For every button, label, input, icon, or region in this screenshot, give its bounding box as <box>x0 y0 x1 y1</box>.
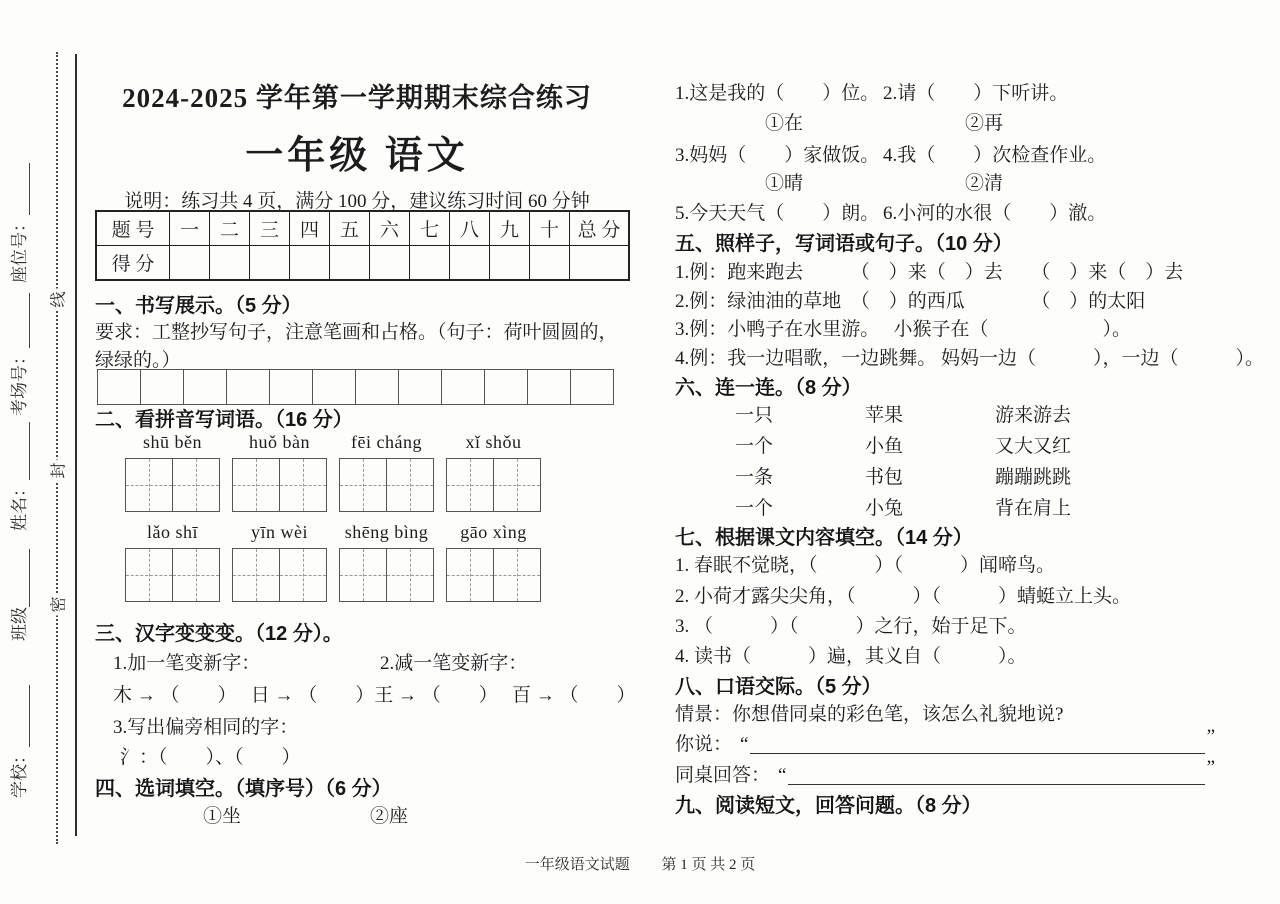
name-label: 姓名： <box>10 480 29 531</box>
pinyin-word: huǒ bàn <box>249 432 310 452</box>
match-phrase[interactable]: 蹦蹦跳跳 <box>995 467 1072 488</box>
score-table-header-cell: 六 <box>370 211 410 246</box>
reply-label: 同桌回答： <box>675 765 771 786</box>
same-radical-blanks[interactable]: 氵：（ ）、（ ） <box>120 747 301 768</box>
s4-question[interactable]: 5.今天天气（ ）朗。 <box>675 203 880 224</box>
s5-line-1[interactable]: 1.例：跑来跑去 （ ）来（ ）去 （ ）来（ ）去 <box>675 262 1184 283</box>
writing-cell[interactable] <box>528 369 571 405</box>
s4-question[interactable]: 1.这是我的（ ）位。 <box>675 83 880 104</box>
class-label: 班级 <box>10 607 29 641</box>
section-8-heading: 八、口语交际。（5 分） <box>675 676 882 698</box>
page-footer <box>0 853 1280 874</box>
score-entry-cell[interactable] <box>210 246 250 281</box>
character-cell[interactable] <box>447 459 493 511</box>
pinyin-word: yīn wèi <box>251 522 308 542</box>
character-grid <box>125 458 220 512</box>
score-entry-cell[interactable] <box>490 246 530 281</box>
pinyin-grid-row-2 <box>95 548 649 602</box>
section-4-heading: 四、选词填空。（填序号）（6 分） <box>95 778 392 800</box>
match-noun[interactable]: 书包 <box>865 467 904 488</box>
seal-char-xian: 线 <box>41 289 74 311</box>
choice-qing1: ①晴 <box>765 173 804 194</box>
score-entry-cell[interactable] <box>370 246 410 281</box>
score-entry-cell[interactable] <box>250 246 290 281</box>
choice-zai2: ②再 <box>965 113 1004 134</box>
exam-room-input-line[interactable] <box>15 293 30 348</box>
choice-zuo2: ②座 <box>370 806 409 827</box>
character-cell[interactable] <box>126 549 172 601</box>
s4-q-row-3 <box>675 198 1220 225</box>
character-grid <box>446 548 541 602</box>
footer-doc-name: 一年级语文试题 <box>524 857 630 873</box>
same-radical-label: 3.写出偏旁相同的字： <box>113 717 299 738</box>
exam-room-field <box>5 293 30 416</box>
school-field <box>5 685 30 798</box>
score-table-header-cell: 总 分 <box>570 211 630 246</box>
character-grid <box>125 548 220 602</box>
writing-cell[interactable] <box>442 369 485 405</box>
match-measure-word[interactable]: 一条 <box>735 467 774 488</box>
character-grid <box>446 458 541 512</box>
remove-stroke-blanks[interactable]: 王 → （ ） 百 → （ ） <box>374 685 636 706</box>
s4-q-row-1 <box>675 78 1220 105</box>
character-grid <box>339 548 434 602</box>
character-cell[interactable] <box>340 459 386 511</box>
s7-line-4[interactable]: 4. 读书（ ）遍，其义自（ ）。 <box>675 646 1027 667</box>
match-measure-word[interactable]: 一个 <box>735 498 774 519</box>
writing-cell[interactable] <box>571 369 614 405</box>
writing-cell[interactable] <box>356 369 399 405</box>
pinyin-label-row-2 <box>95 522 649 543</box>
s8-say-line <box>675 726 1215 756</box>
score-entry-cell[interactable] <box>410 246 450 281</box>
pinyin-label-row-1 <box>95 432 649 453</box>
name-field <box>5 422 30 531</box>
score-entry-cell[interactable] <box>290 246 330 281</box>
s7-line-2[interactable]: 2. 小荷才露尖尖角，（ ）（ ）蜻蜓立上头。 <box>675 586 1132 607</box>
match-measure-word[interactable]: 一个 <box>735 436 774 457</box>
character-cell[interactable] <box>126 459 172 511</box>
match-phrase[interactable]: 背在肩上 <box>995 498 1072 519</box>
s4-question[interactable]: 6.小河的水很（ ）澈。 <box>883 203 1107 224</box>
writing-cell[interactable] <box>227 369 270 405</box>
s8-scenario: 情景：你想借同桌的彩色笔，该怎么礼貌地说? <box>675 704 1064 725</box>
s4-question[interactable]: 4.我（ ）次检查作业。 <box>883 145 1107 166</box>
paper-subtitle: 一年级 语文 <box>245 135 469 177</box>
match-noun[interactable]: 苹果 <box>865 405 904 426</box>
section-3-subheadings <box>95 648 619 675</box>
score-entry-cell[interactable] <box>450 246 490 281</box>
writing-cell[interactable] <box>97 369 141 405</box>
seal-dotted-line <box>56 52 58 844</box>
match-noun[interactable]: 小兔 <box>865 498 904 519</box>
school-label: 学校： <box>10 747 29 798</box>
class-field <box>5 549 30 641</box>
say-label: 你说： <box>675 734 733 755</box>
s7-line-3[interactable]: 3. （ ）（ ）之行，始于足下。 <box>675 616 1027 637</box>
exam-room-label: 考场号： <box>10 348 29 416</box>
name-input-line[interactable] <box>15 422 30 480</box>
match-row <box>675 493 1220 520</box>
close-quote: ” <box>1206 726 1215 747</box>
writing-grid <box>97 369 614 405</box>
section-4-choices <box>95 801 619 828</box>
section-7-heading: 七、根据课文内容填空。（14 分） <box>675 527 973 549</box>
section-1-requirement-line1: 要求：工整抄写句子，注意笔画和占格。（句子：荷叶圆圆的， <box>95 322 618 343</box>
character-cell[interactable] <box>172 459 219 511</box>
pinyin-word: shēng bìng <box>344 522 429 542</box>
character-cell[interactable] <box>447 549 493 601</box>
add-stroke-label: 1.加一笔变新字： <box>113 653 261 674</box>
pinyin-word: shū běn <box>143 432 202 452</box>
score-table-header-cell: 四 <box>290 211 330 246</box>
score-label-cell: 得 分 <box>96 246 170 281</box>
pinyin-grid-row-1 <box>95 458 649 512</box>
section-9-heading: 九、阅读短文，回答问题。（8 分） <box>675 795 982 817</box>
character-grid <box>232 548 327 602</box>
score-entry-cell[interactable] <box>170 246 210 281</box>
s5-line-4[interactable]: 4.例：我一边唱歌，一边跳舞。 妈妈一边（ ），一边（ ）。 <box>675 348 1265 369</box>
s4-choice-row-2 <box>675 168 1220 195</box>
score-table-header-cell: 十 <box>530 211 570 246</box>
character-cell[interactable] <box>233 459 279 511</box>
match-measure-word[interactable]: 一只 <box>735 405 774 426</box>
s8-reply-line <box>675 757 1215 787</box>
match-row <box>675 400 1220 427</box>
match-row <box>675 462 1220 489</box>
open-quote: “ <box>740 734 749 755</box>
match-row <box>675 431 1220 458</box>
section-2-heading: 二、看拼音写词语。（16 分） <box>95 409 353 431</box>
seal-solid-line <box>75 54 77 836</box>
s4-q-row-2 <box>675 140 1220 167</box>
character-cell[interactable] <box>172 549 219 601</box>
writing-cell[interactable] <box>184 369 227 405</box>
paper-instructions: 说明：练习共 4 页，满分 100 分，建议练习时间 60 分钟 <box>124 191 590 212</box>
choice-qing2: ②清 <box>965 173 1004 194</box>
score-table-header-cell: 九 <box>490 211 530 246</box>
s4-choice-row-1 <box>675 108 1220 135</box>
section-3-answer-lines <box>95 680 636 707</box>
character-cell[interactable] <box>340 549 386 601</box>
paper-title: 2024-2025 学年第一学期期末综合练习 <box>122 83 592 113</box>
character-grid <box>232 458 327 512</box>
s5-line-3[interactable]: 3.例：小鸭子在水里游。 小猴子在（ ）。 <box>675 319 1132 340</box>
character-cell[interactable] <box>279 459 326 511</box>
school-input-line[interactable] <box>15 685 30 747</box>
choice-zai1: ①在 <box>765 113 804 134</box>
score-table-header-cell: 三 <box>250 211 290 246</box>
match-phrase[interactable]: 又大又红 <box>995 436 1072 457</box>
s5-line-2[interactable]: 2.例：绿油油的草地 （ ）的西瓜 （ ）的太阳 <box>675 291 1146 312</box>
character-cell[interactable] <box>233 549 279 601</box>
class-input-line[interactable] <box>15 549 30 607</box>
choice-zuo1: ①坐 <box>203 806 242 827</box>
match-phrase[interactable]: 游来游去 <box>995 405 1072 426</box>
s7-line-1[interactable]: 1. 春眠不觉晓，（ ）（ ）闻啼鸟。 <box>675 555 1056 576</box>
pinyin-word: gāo xìng <box>460 522 527 542</box>
seat-number-field <box>5 163 30 283</box>
seat-number-label: 座位号： <box>10 215 29 283</box>
character-cell[interactable] <box>279 549 326 601</box>
open-quote: “ <box>778 765 787 786</box>
section-5-heading: 五、照样子，写词语或句子。（10 分） <box>675 233 1013 255</box>
pinyin-word: lǎo shī <box>147 522 198 542</box>
score-table-header-cell: 一 <box>170 211 210 246</box>
s4-question[interactable]: 3.妈妈（ ）家做饭。 <box>675 145 880 166</box>
character-cell[interactable] <box>386 549 433 601</box>
character-cell[interactable] <box>493 549 540 601</box>
score-table-header-cell: 八 <box>450 211 490 246</box>
reply-answer-line[interactable] <box>788 764 1204 785</box>
writing-cell[interactable] <box>485 369 528 405</box>
match-noun[interactable]: 小鱼 <box>865 436 904 457</box>
score-table-header-cell: 题 号 <box>96 211 170 246</box>
section-6-heading: 六、连一连。（8 分） <box>675 377 862 399</box>
writing-cell[interactable] <box>399 369 442 405</box>
score-table-header-cell: 五 <box>330 211 370 246</box>
writing-cell[interactable] <box>270 369 313 405</box>
s4-question[interactable]: 2.请（ ）下听讲。 <box>883 83 1069 104</box>
character-cell[interactable] <box>386 459 433 511</box>
writing-cell[interactable] <box>141 369 184 405</box>
seat-number-input-line[interactable] <box>15 163 30 215</box>
character-grid <box>339 458 434 512</box>
writing-cell[interactable] <box>313 369 356 405</box>
seal-margin-labels <box>4 40 30 834</box>
seal-char-mi: 密 <box>41 594 74 616</box>
score-table <box>95 210 630 281</box>
pinyin-word: xǐ shǒu <box>465 432 522 452</box>
score-entry-cell[interactable] <box>330 246 370 281</box>
section-3-heading: 三、汉字变变变。（12 分）。 <box>95 623 343 645</box>
score-entry-cell[interactable] <box>530 246 570 281</box>
character-cell[interactable] <box>493 459 540 511</box>
section-1-requirement-line2: 绿绿的。） <box>95 350 181 371</box>
remove-stroke-label: 2.减一笔变新字： <box>380 653 528 674</box>
seal-char-feng: 封 <box>41 460 74 482</box>
close-quote: ” <box>1206 757 1215 778</box>
score-table-header-cell: 七 <box>410 211 450 246</box>
score-table-header-cell: 二 <box>210 211 250 246</box>
say-answer-line[interactable] <box>750 733 1204 754</box>
score-entry-cell[interactable] <box>570 246 630 281</box>
pinyin-word: fēi cháng <box>351 432 422 452</box>
section-1-heading: 一、书写展示。（5 分） <box>95 295 302 317</box>
footer-page-info: 第 1 页 共 2 页 <box>661 857 756 873</box>
add-stroke-blanks[interactable]: 木 → （ ） 日 → （ ） <box>113 685 375 706</box>
